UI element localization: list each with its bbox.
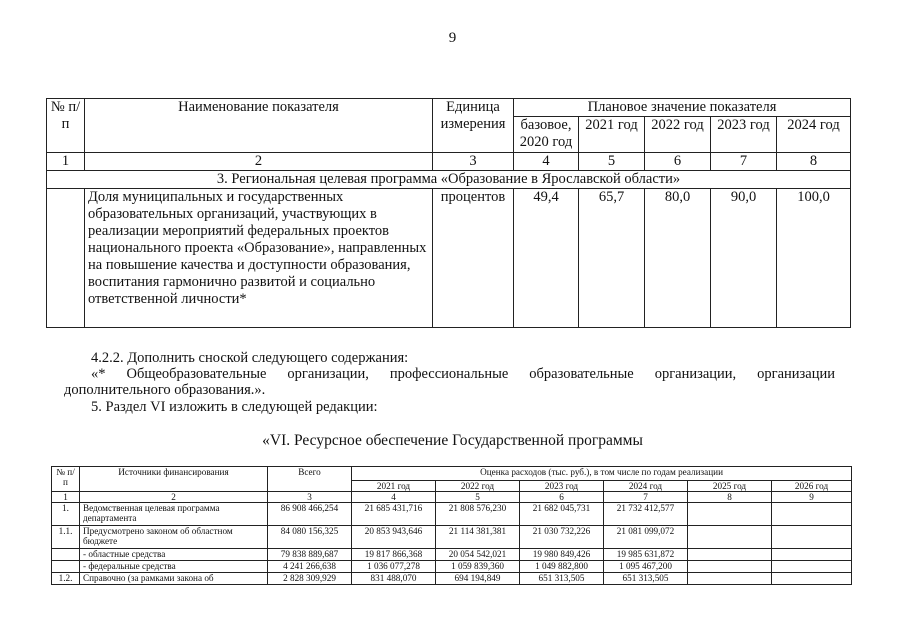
paragraph-section-instruction: 5. Раздел VI изложить в следующей редакции: — [91, 399, 378, 415]
col-number: 1 — [47, 153, 85, 171]
col-number: 6 — [520, 492, 604, 503]
col-number: 7 — [711, 153, 777, 171]
header-estimate: Оценка расходов (тыс. руб.), в том числе по годам реализации — [352, 467, 852, 481]
paragraph-footnote-text: «* Общеобразовательные организации, профессиональные образовательные организации, организации — [91, 366, 835, 382]
col-number: 3 — [268, 492, 352, 503]
header-year: 2022 год — [645, 117, 711, 153]
row-total: 84 080 156,325 — [268, 526, 352, 549]
row-2025 — [688, 573, 772, 585]
row-2025 — [688, 503, 772, 526]
indicator-value: 100,0 — [777, 189, 851, 328]
row-2023: 21 682 045,731 — [520, 503, 604, 526]
header-total: Всего — [268, 467, 352, 492]
header-year: 2024 год — [604, 481, 688, 492]
row-2026 — [772, 526, 852, 549]
col-number: 5 — [579, 153, 645, 171]
header-unit: Единица измерения — [433, 99, 514, 153]
row-2022: 21 808 576,230 — [436, 503, 520, 526]
header-year: базовое, 2020 год — [514, 117, 579, 153]
indicator-value: 65,7 — [579, 189, 645, 328]
row-source: Ведомственная целевая программа департамента — [80, 503, 268, 526]
row-2023: 19 980 849,426 — [520, 549, 604, 561]
header-year: 2024 год — [777, 117, 851, 153]
row-total: 2 828 309,929 — [268, 573, 352, 585]
row-number — [47, 189, 85, 328]
row-2022: 20 054 542,021 — [436, 549, 520, 561]
row-2026 — [772, 561, 852, 573]
table-row — [52, 526, 852, 549]
header-planned: Плановое значение показателя — [514, 99, 851, 117]
header-year: 2026 год — [772, 481, 852, 492]
row-2025 — [688, 561, 772, 573]
paragraph-footnote-instruction: 4.2.2. Дополнить сноской следующего содержания: — [91, 350, 409, 366]
header-num: № п/п — [52, 467, 80, 492]
header-year: 2023 год — [711, 117, 777, 153]
page-number: 9 — [448, 30, 457, 46]
row-2024: 1 095 467,200 — [604, 561, 688, 573]
header-year: 2021 год — [579, 117, 645, 153]
row-2022: 1 059 839,360 — [436, 561, 520, 573]
row-num: 1.2. — [52, 573, 80, 585]
row-2023: 651 313,505 — [520, 573, 604, 585]
row-2023: 1 049 882,800 — [520, 561, 604, 573]
row-num — [52, 561, 80, 573]
col-number: 2 — [80, 492, 268, 503]
header-name: Наименование показателя — [85, 99, 433, 153]
header-num: № п/п — [47, 99, 85, 153]
row-2026 — [772, 549, 852, 561]
col-number: 5 — [436, 492, 520, 503]
row-2021: 21 685 431,716 — [352, 503, 436, 526]
row-total: 79 838 889,687 — [268, 549, 352, 561]
row-2024: 651 313,505 — [604, 573, 688, 585]
col-number: 7 — [604, 492, 688, 503]
indicator-value: 80,0 — [645, 189, 711, 328]
header-year: 2023 год — [520, 481, 604, 492]
row-source: - федеральные средства — [80, 561, 268, 573]
col-number: 1 — [52, 492, 80, 503]
row-2024: 21 732 412,577 — [604, 503, 688, 526]
indicator-value: 90,0 — [711, 189, 777, 328]
table-row — [52, 561, 852, 573]
indicator-value: 49,4 — [514, 189, 579, 328]
col-number: 3 — [433, 153, 514, 171]
row-2022: 694 194,849 — [436, 573, 520, 585]
table-row — [52, 503, 852, 526]
row-num — [52, 549, 80, 561]
row-source: Справочно (за рамками закона об — [80, 573, 268, 585]
header-year: 2021 год — [352, 481, 436, 492]
row-2026 — [772, 573, 852, 585]
row-source: Предусмотрено законом об областном бюджете — [80, 526, 268, 549]
row-total: 86 908 466,254 — [268, 503, 352, 526]
row-2023: 21 030 732,226 — [520, 526, 604, 549]
col-number: 9 — [772, 492, 852, 503]
indicator-name: Доля муниципальных и государственных образовательных организаций, участвующих в реализации мероприятий федеральных проектов национального проекта «Образование», направленных на повышение качества и доступности образования, воспитания гармонично развитой и социально ответственной личности* — [85, 189, 433, 328]
col-number: 2 — [85, 153, 433, 171]
row-2021: 19 817 866,368 — [352, 549, 436, 561]
section-heading: «VI. Ресурсное обеспечение Государственной программы — [262, 432, 643, 449]
row-2022: 21 114 381,381 — [436, 526, 520, 549]
col-number: 8 — [688, 492, 772, 503]
header-year: 2022 год — [436, 481, 520, 492]
indicator-unit: процентов — [433, 189, 514, 328]
indicator-table — [46, 98, 851, 328]
header-source: Источники финансирования — [80, 467, 268, 492]
row-total: 4 241 266,638 — [268, 561, 352, 573]
section-title: 3. Региональная целевая программа «Образование в Ярославской области» — [47, 171, 851, 189]
row-num: 1.1. — [52, 526, 80, 549]
col-number: 8 — [777, 153, 851, 171]
row-2025 — [688, 526, 772, 549]
row-2024: 21 081 099,072 — [604, 526, 688, 549]
row-2025 — [688, 549, 772, 561]
table-row — [52, 573, 852, 585]
col-number: 4 — [352, 492, 436, 503]
table-row — [52, 549, 852, 561]
resource-table — [51, 466, 852, 585]
header-year: 2025 год — [688, 481, 772, 492]
paragraph-footnote-text-end: дополнительного образования.». — [64, 382, 266, 398]
row-2021: 20 853 943,646 — [352, 526, 436, 549]
col-number: 4 — [514, 153, 579, 171]
row-2026 — [772, 503, 852, 526]
col-number: 6 — [645, 153, 711, 171]
row-2021: 1 036 077,278 — [352, 561, 436, 573]
row-2024: 19 985 631,872 — [604, 549, 688, 561]
row-num: 1. — [52, 503, 80, 526]
row-2021: 831 488,070 — [352, 573, 436, 585]
row-source: - областные средства — [80, 549, 268, 561]
